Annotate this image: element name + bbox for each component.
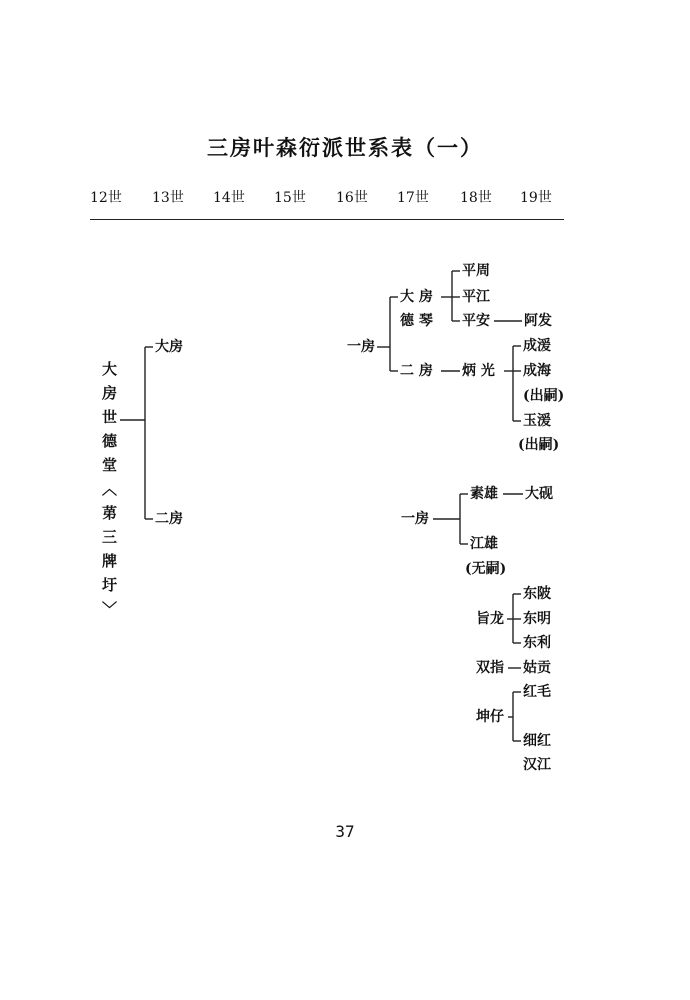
lower-root-label: 一房 xyxy=(401,511,429,527)
branch-dafang: 大房 xyxy=(155,339,183,355)
grandson-name: 红毛 xyxy=(523,684,551,700)
generation-label: 16世 xyxy=(336,190,368,206)
generation-label: 15世 xyxy=(274,190,306,206)
adoption-note: (出嗣) xyxy=(523,388,565,404)
page-number: 37 xyxy=(335,822,355,841)
branch-erfang: 二房 xyxy=(155,511,183,527)
grandson-name: 汉江 xyxy=(523,757,551,773)
grandson-name: 东明 xyxy=(523,611,551,627)
son-name: 平江 xyxy=(462,289,490,305)
grandson-name: 成湲 xyxy=(523,338,551,354)
son-name: 炳 光 xyxy=(462,363,495,379)
son-name: 平安 xyxy=(462,313,490,329)
upper-root-label: 一房 xyxy=(347,339,375,355)
upper-dafang-label: 大 房 xyxy=(400,289,433,305)
generation-label: 12世 xyxy=(90,190,122,206)
grandson-name: 玉湲 xyxy=(523,413,551,429)
generation-label: 13世 xyxy=(152,190,184,206)
generation-label: 14世 xyxy=(213,190,245,206)
son-name: 旨龙 xyxy=(476,611,504,627)
generation-label: 17世 xyxy=(397,190,429,206)
grandson-name: 大砚 xyxy=(525,486,553,502)
son-name: 坤仔 xyxy=(476,709,504,725)
generation-label: 18世 xyxy=(460,190,492,206)
son-name: 素雄 xyxy=(470,486,498,502)
upper-erfang-label: 二 房 xyxy=(400,363,433,379)
heirless-note: (无嗣) xyxy=(465,561,507,577)
adoption-note: (出嗣) xyxy=(518,437,560,453)
grandson-name: 东利 xyxy=(523,635,551,651)
grandson-name: 姑贡 xyxy=(523,660,551,676)
grandson-name: 成海 xyxy=(523,363,551,379)
grandson-name: 阿发 xyxy=(524,313,552,329)
son-name: 平周 xyxy=(462,263,490,279)
upper-dafang-name: 德 琴 xyxy=(400,313,433,329)
left-root-label: 大房世德堂〈苐三牌圩〉 xyxy=(100,361,118,625)
generation-label: 19世 xyxy=(520,190,552,206)
grandson-name: 细红 xyxy=(523,733,551,749)
son-name: 江雄 xyxy=(470,536,498,552)
son-name: 双指 xyxy=(476,660,504,676)
page-title: 三房叶森衍派世系表（一） xyxy=(207,135,483,160)
grandson-name: 东陂 xyxy=(523,586,551,602)
